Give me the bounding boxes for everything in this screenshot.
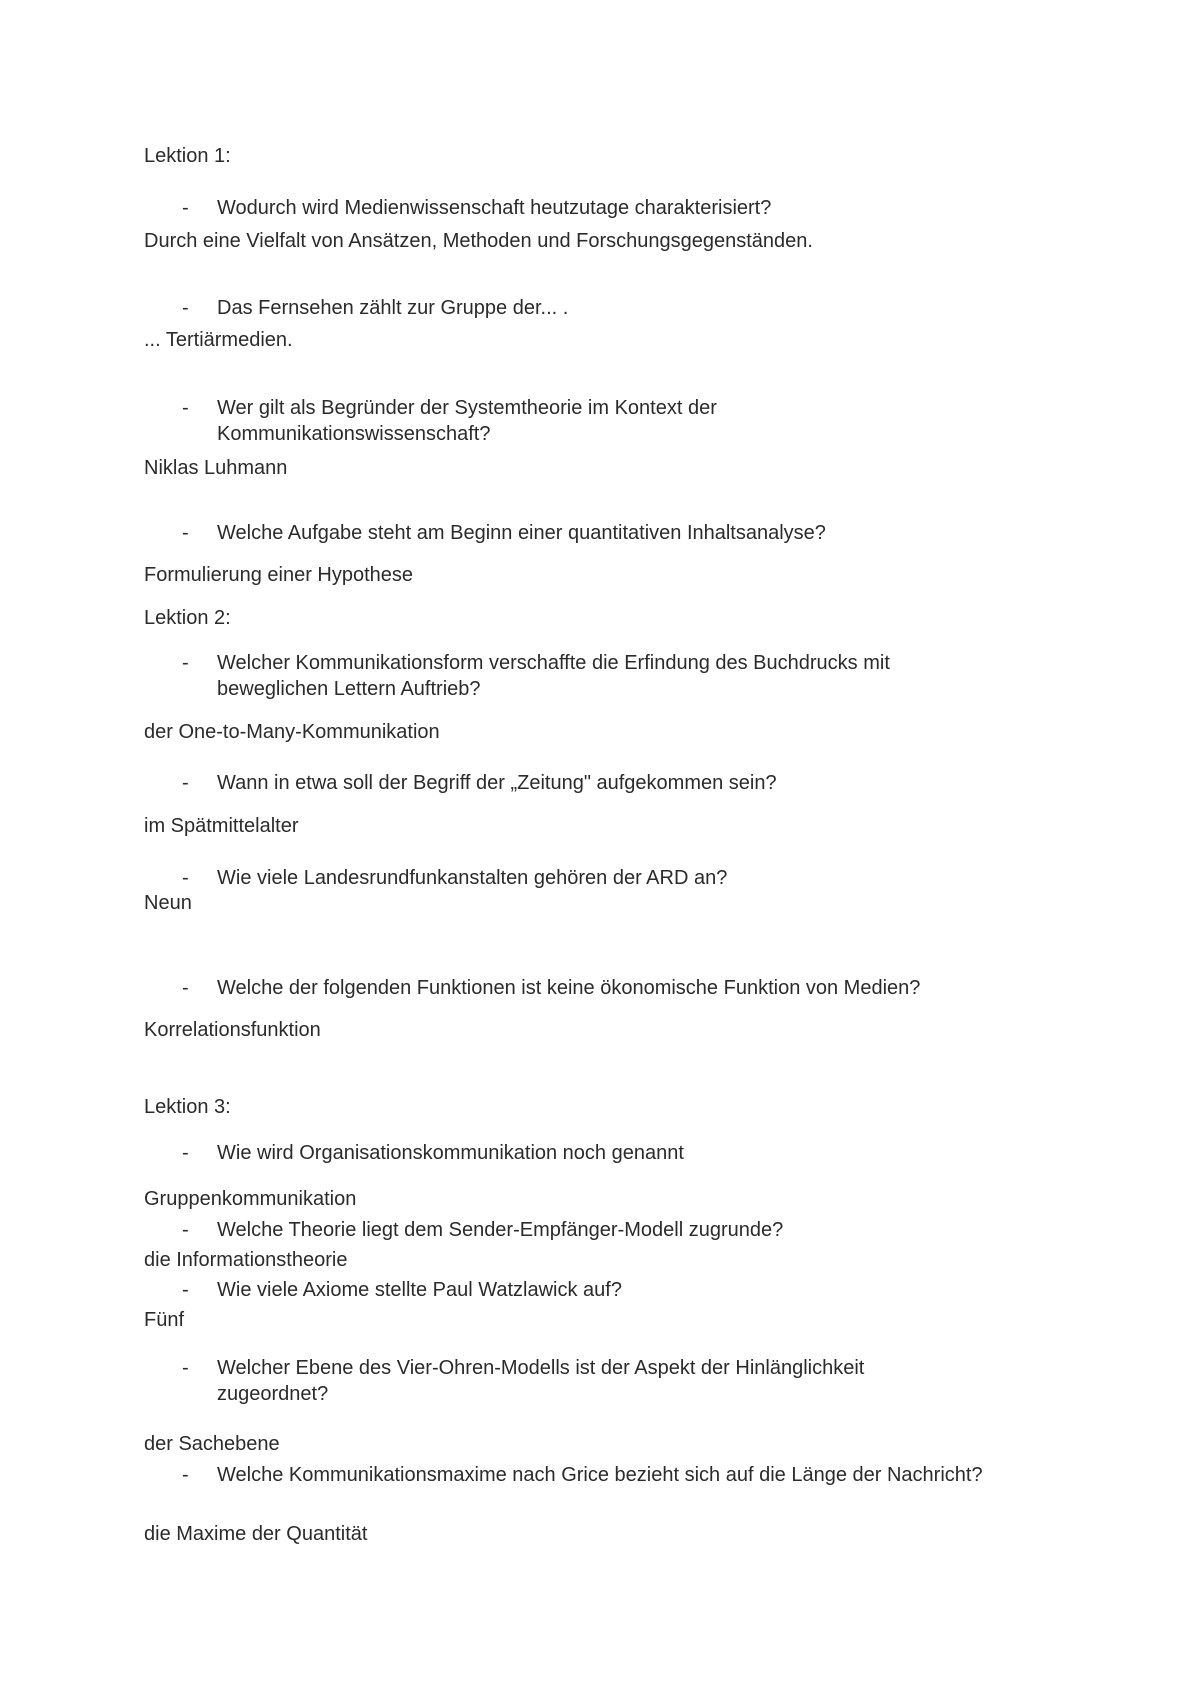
answer-text: der One-to-Many-Kommunikation <box>144 721 440 743</box>
question-text: Welcher Ebene des Vier-Ohren-Modells ist der Aspekt der Hinlänglichkeit zugeordnet? <box>217 1357 865 1405</box>
question-text: Welche Aufgabe steht am Beginn einer quantitativen Inhaltsanalyse? <box>217 522 826 544</box>
lesson-heading: Lektion 1: <box>144 145 231 167</box>
question-text: Welche Theorie liegt dem Sender-Empfänger-Modell zugrunde? <box>217 1219 784 1241</box>
question-text: Wann in etwa soll der Begriff der „Zeitung" aufgekommen sein? <box>217 772 777 794</box>
question-text: Wie wird Organisationskommunikation noch genannt <box>217 1142 684 1164</box>
bullet-dash: - <box>182 977 189 999</box>
question-text: Wodurch wird Medienwissenschaft heutzutage charakterisiert? <box>217 197 772 219</box>
question-text: Welcher Kommunikationsform verschaffte die Erfindung des Buchdrucks mit beweglichen Lettern Auftrieb? <box>217 652 890 700</box>
answer-text: Durch eine Vielfalt von Ansätzen, Methoden und Forschungsgegenständen. <box>144 230 813 252</box>
answer-text: Korrelationsfunktion <box>144 1019 321 1041</box>
answer-text: Niklas Luhmann <box>144 457 288 479</box>
question-text: Wie viele Landesrundfunkanstalten gehören der ARD an? <box>217 867 728 889</box>
answer-text: Formulierung einer Hypothese <box>144 564 414 586</box>
bullet-dash: - <box>182 397 189 419</box>
bullet-dash: - <box>182 1142 189 1164</box>
bullet-dash: - <box>182 1357 189 1379</box>
question-text: Welche der folgenden Funktionen ist keine ökonomische Funktion von Medien? <box>217 977 921 999</box>
question-text: Das Fernsehen zählt zur Gruppe der... . <box>217 297 569 319</box>
answer-text: im Spätmittelalter <box>144 815 299 837</box>
bullet-dash: - <box>182 522 189 544</box>
answer-text: Neun <box>144 892 192 914</box>
bullet-dash: - <box>182 867 189 889</box>
answer-text: die Maxime der Quantität <box>144 1523 368 1545</box>
bullet-dash: - <box>182 297 189 319</box>
question-text: Welche Kommunikationsmaxime nach Grice bezieht sich auf die Länge der Nachricht? <box>217 1464 983 1486</box>
answer-text: Fünf <box>144 1309 185 1331</box>
lesson-heading: Lektion 2: <box>144 607 231 629</box>
bullet-dash: - <box>182 772 189 794</box>
answer-text: der Sachebene <box>144 1433 280 1455</box>
bullet-dash: - <box>182 1464 189 1486</box>
bullet-dash: - <box>182 197 189 219</box>
answer-text: ... Tertiärmedien. <box>144 329 293 351</box>
question-text: Wie viele Axiome stellte Paul Watzlawick auf? <box>217 1279 622 1301</box>
question-text: Wer gilt als Begründer der Systemtheorie im Kontext der Kommunikationswissenschaft? <box>217 397 717 445</box>
bullet-dash: - <box>182 652 189 674</box>
answer-text: Gruppenkommunikation <box>144 1188 357 1210</box>
lesson-heading: Lektion 3: <box>144 1096 231 1118</box>
bullet-dash: - <box>182 1219 189 1241</box>
answer-text: die Informationstheorie <box>144 1249 348 1271</box>
bullet-dash: - <box>182 1279 189 1301</box>
